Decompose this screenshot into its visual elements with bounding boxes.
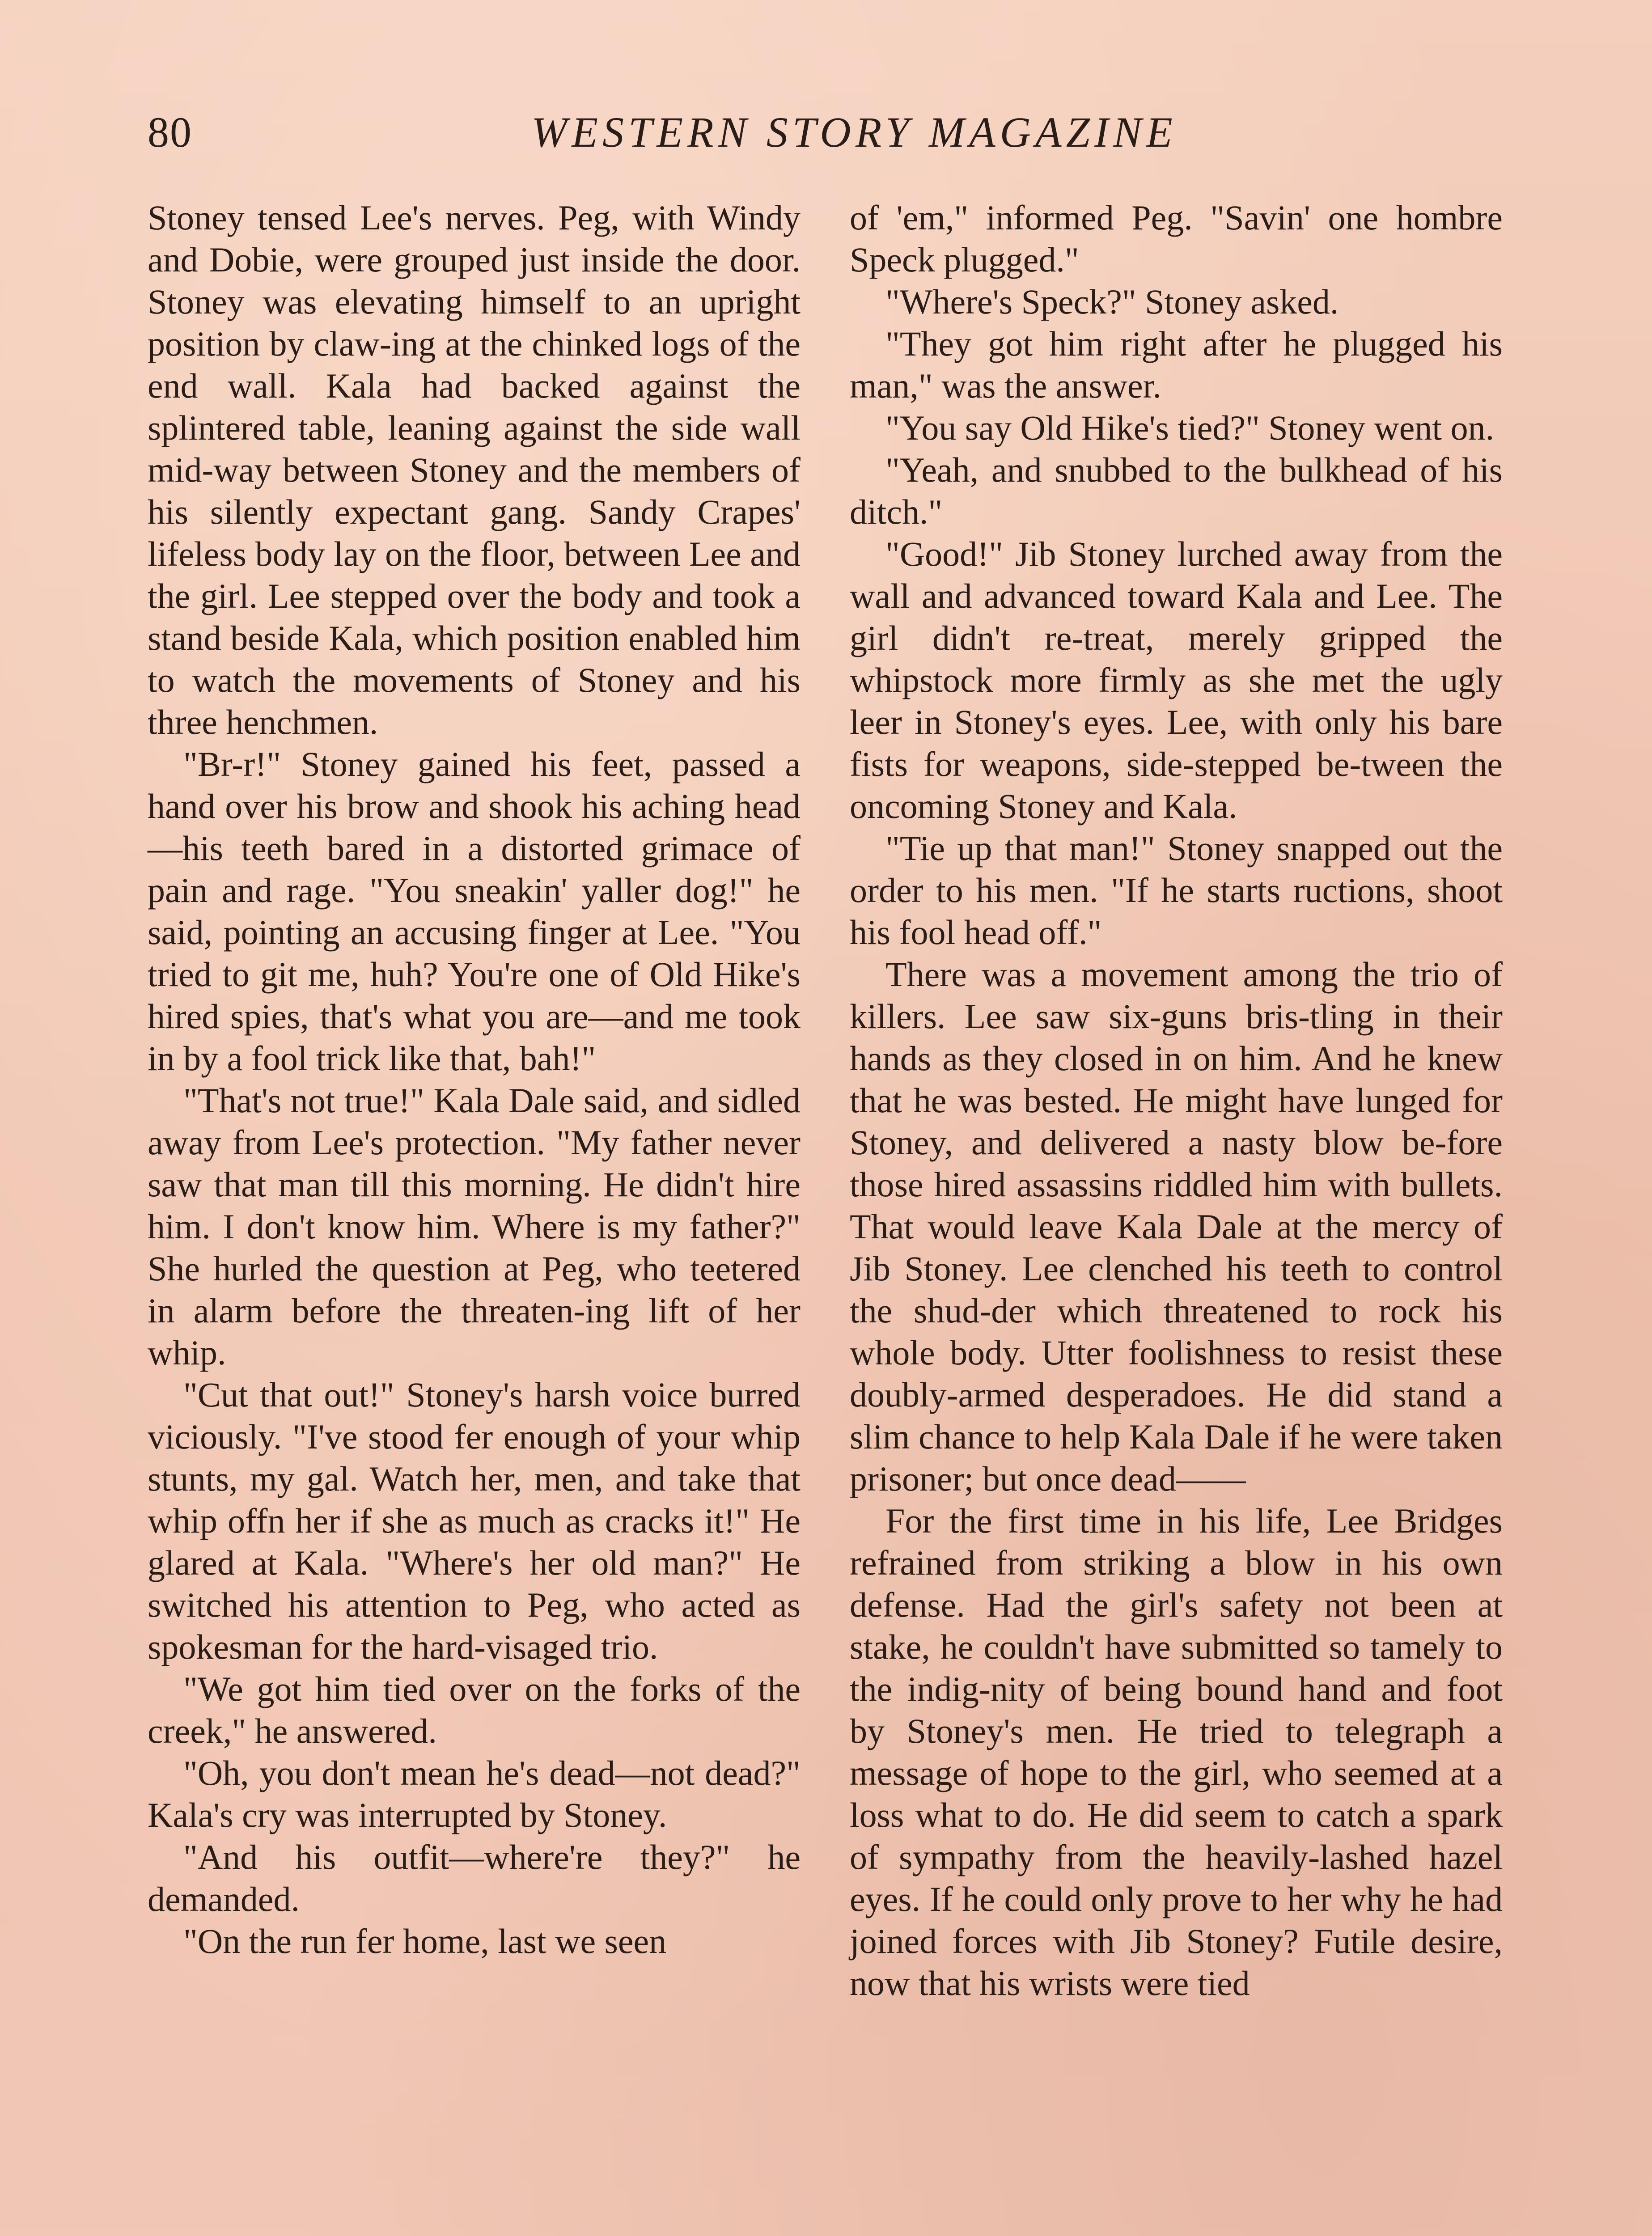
paragraph: "That's not true!" Kala Dale said, and sidled away from Lee's protection. "My father never saw that man till this morning. He didn't hire him. I don't know him. Where is my father?" She hurled the question at Peg, who teetered in alarm before the threaten-ing lift of her whip. [148, 1081, 801, 1372]
paragraph: "You say Old Hike's tied?" Stoney went on. [885, 408, 1495, 447]
left-column [148, 197, 801, 1962]
page-header [148, 107, 1507, 170]
paragraph: "Yeah, and snubbed to the bulkhead of his ditch." [850, 450, 1503, 531]
paragraph: of 'em," informed Peg. "Savin' one hombre Speck plugged." [850, 198, 1503, 279]
paragraph: "Oh, you don't mean he's dead—not dead?" Kala's cry was interrupted by Stoney. [148, 1753, 801, 1834]
page-number: 80 [148, 108, 192, 156]
paragraph: "Where's Speck?" Stoney asked. [885, 282, 1339, 321]
paragraph: "On the run fer home, last we seen [183, 1922, 667, 1961]
paragraph: "Good!" Jib Stoney lurched away from the wall and advanced toward Kala and Lee. The girl didn't re-treat, merely gripped the whipstock more firmly as she met the ugly leer in Stoney's eyes. Lee, with only his bare fists for weapons, side-stepped be-tween the oncoming Stoney and Kala. [850, 534, 1503, 826]
paragraph: For the first time in his life, Lee Bridges refrained from striking a blow in his own defense. Had the girl's safety not been at stake, he couldn't have submitted so tamely to the indig-nity of being bound hand and foot by Stoney's men. He tried to telegraph a message of hope to the girl, who seemed at a loss what to do. He did seem to catch a spark of sympathy from the heavily-lashed hazel eyes. If he could only prove to her why he had joined forces with Jib Stoney? Futile desire, now that his wrists were tied [850, 1501, 1503, 2003]
paragraph: "Br-r!" Stoney gained his feet, passed a hand over his brow and shook his aching head—his teeth bared in a distorted grimace of pain and rage. "You sneakin' yaller dog!" he said, pointing an accusing finger at Lee. "You tried to git me, huh? You're one of Old Hike's hired spies, that's what you are—and me took in by a fool trick like that, bah!" [148, 745, 801, 1078]
paragraph: "Cut that out!" Stoney's harsh voice burred viciously. "I've stood fer enough of your whip stunts, my gal. Watch her, men, and take that whip offn her if she as much as cracks it!" He glared at Kala. "Where's her old man?" He switched his attention to Peg, who acted as spokesman for the hard-visaged trio. [148, 1375, 801, 1666]
paragraph: "And his outfit—where're they?" he demanded. [148, 1838, 801, 1918]
paragraph: There was a movement among the trio of killers. Lee saw six-guns bris-tling in their hands as they closed in on him. And he knew that he was bested. He might have lunged for Stoney, and delivered a nasty blow be-fore those hired assassins riddled him with bullets. That would leave Kala Dale at the mercy of Jib Stoney. Lee clenched his teeth to control the shud-der which threatened to rock his whole body. Utter foolishness to resist these doubly-armed desperadoes. He did stand a slim chance to help Kala Dale if he were taken prisoner; but once dead—— [850, 955, 1503, 1498]
paragraph: "We got him tied over on the forks of the creek," he answered. [148, 1669, 801, 1750]
paragraph: "Tie up that man!" Stoney snapped out the order to his men. "If he starts ructions, shoot his fool head off." [850, 829, 1503, 952]
paragraph: "They got him right after he plugged his man," was the answer. [850, 324, 1503, 405]
magazine-title: WESTERN STORY MAGAZINE [531, 108, 1177, 156]
paragraph: Stoney tensed Lee's nerves. Peg, with Windy and Dobie, were grouped just inside the door. Stoney was elevating himself to an upright position by claw-ing at the chinked logs of the end wall. Kala had backed against the splintered table, leaning against the side wall mid-way between Stoney and the members of his silently expectant gang. Sandy Crapes' lifeless body lay on the floor, between Lee and the girl. Lee stepped over the body and took a stand beside Kala, which position enabled him to watch the movements of Stoney and his three henchmen. [148, 198, 801, 741]
right-column [850, 197, 1503, 2004]
